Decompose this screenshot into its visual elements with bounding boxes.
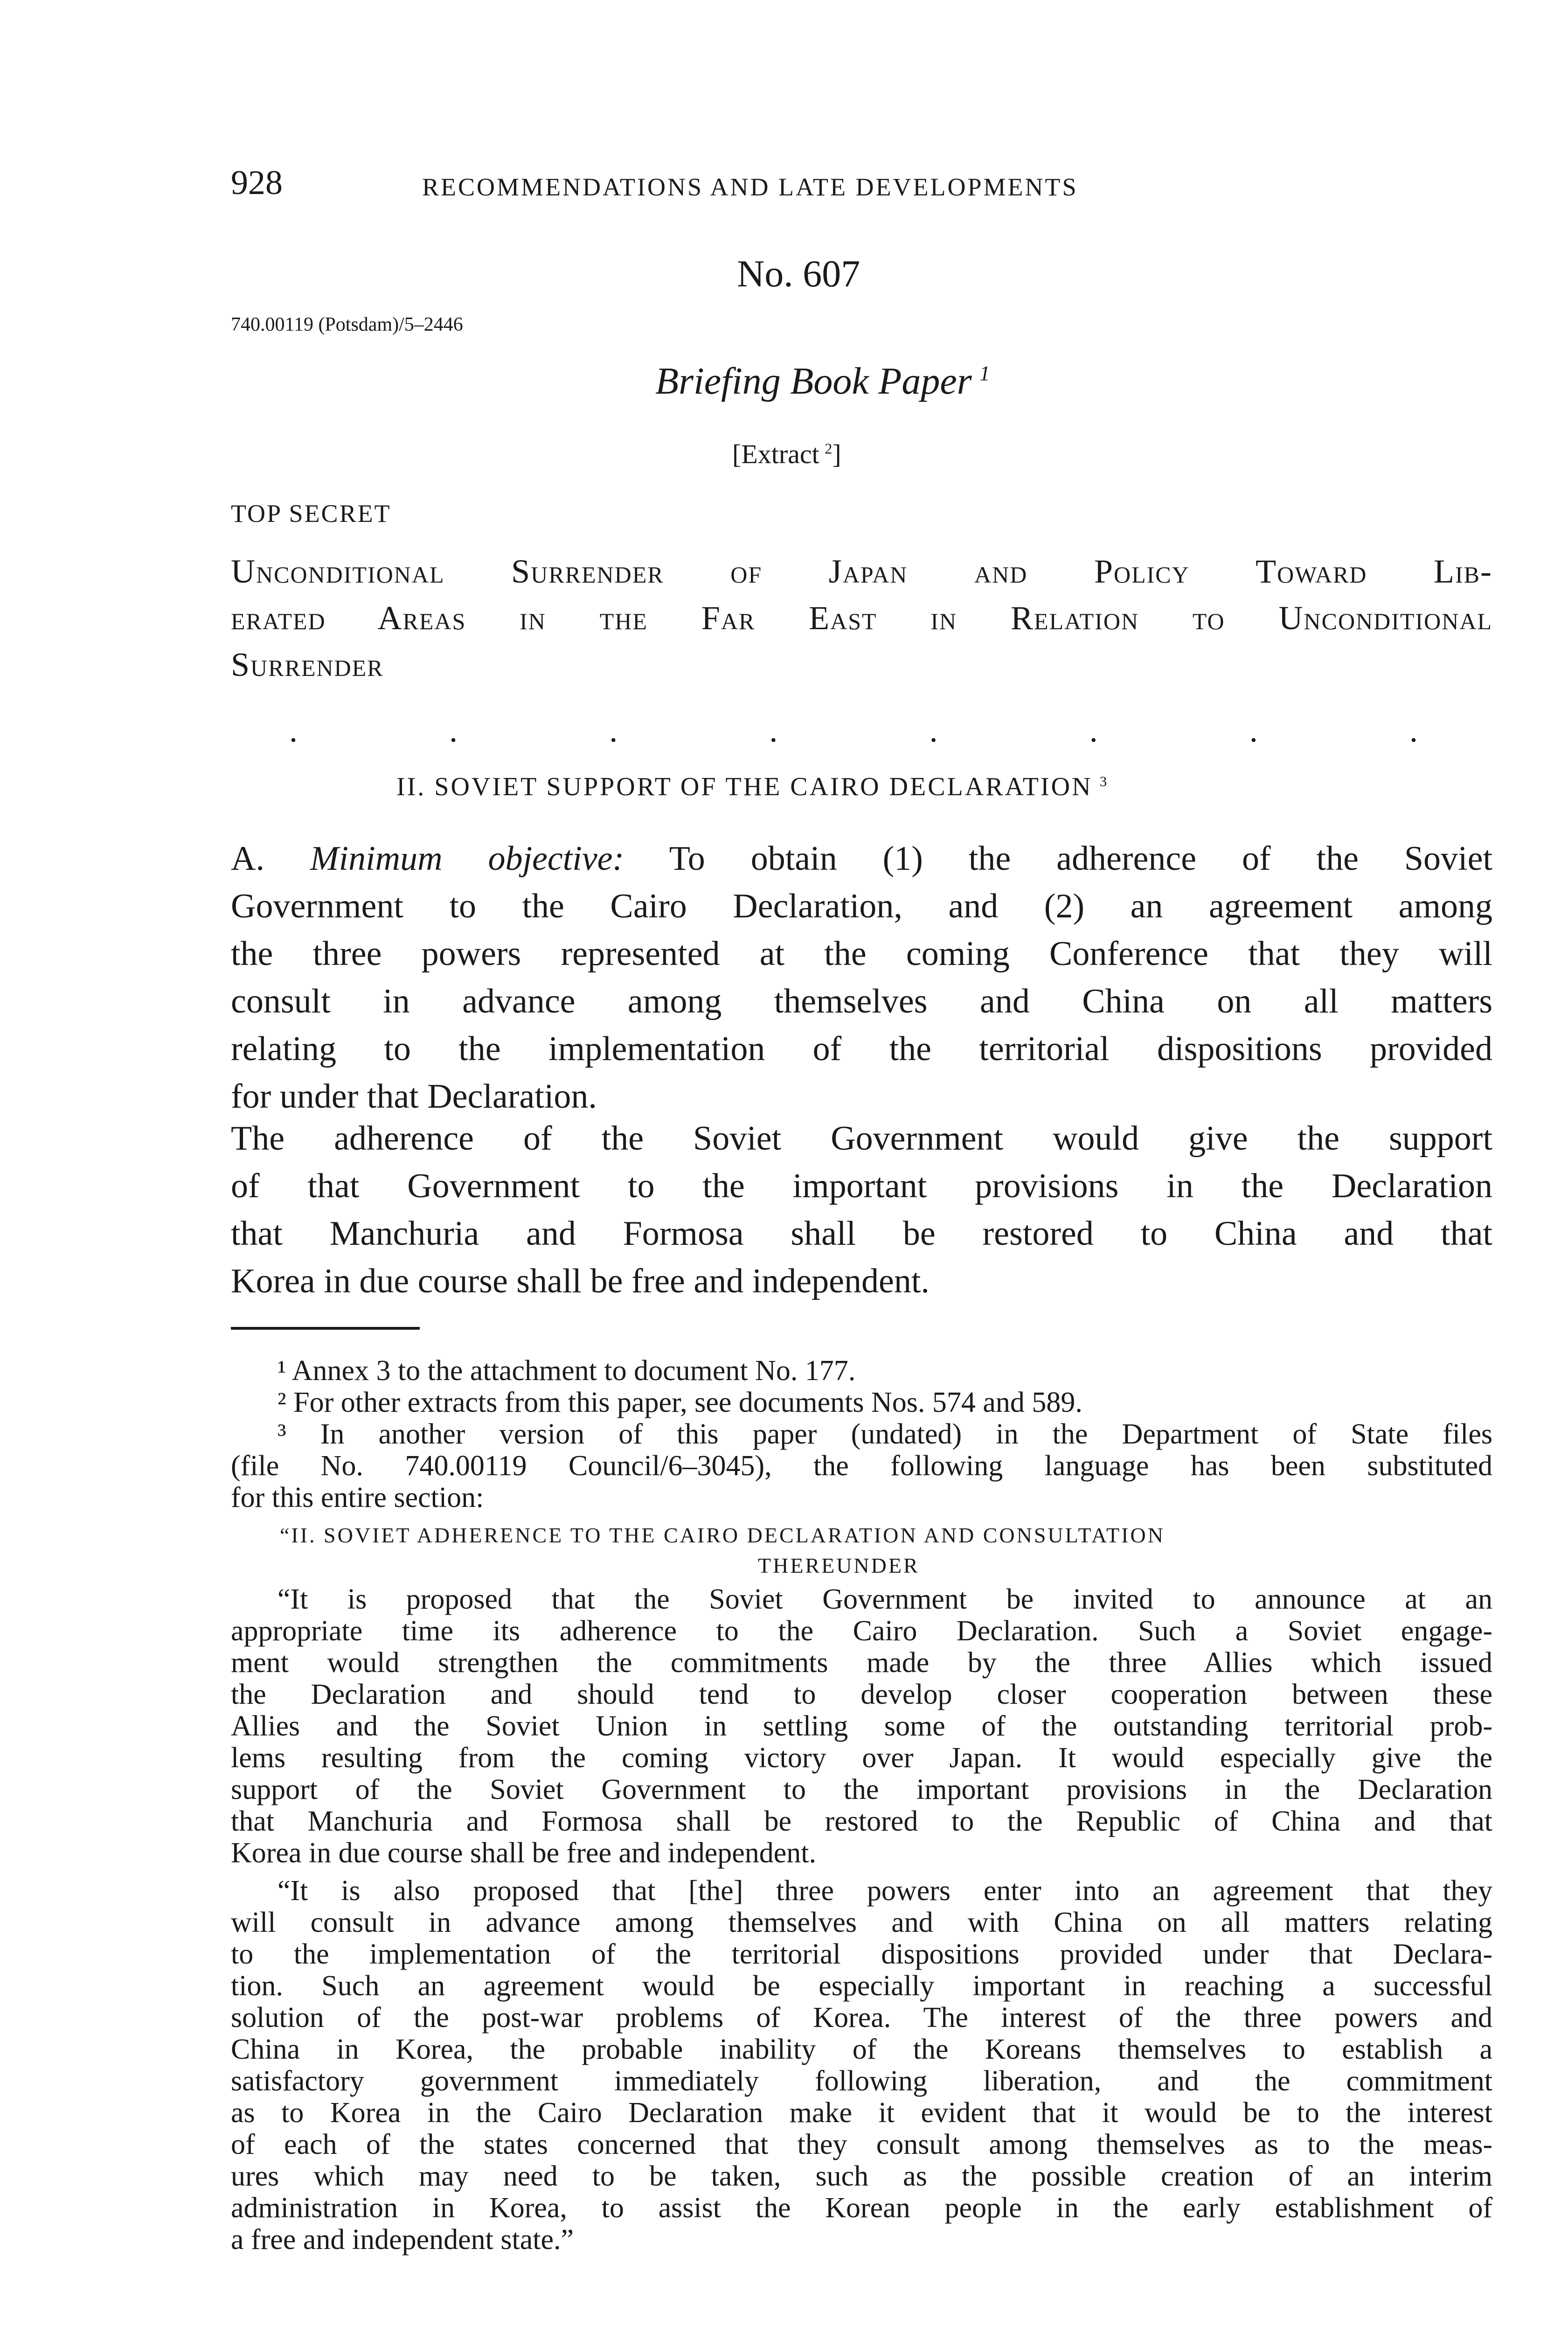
page-number: 928 [231, 164, 283, 202]
document-number: No. 607 [737, 252, 860, 295]
ellipsis-dot: . [1089, 712, 1098, 749]
paragraph-minimum-objective [231, 835, 1492, 1120]
heading-line: Surrender [231, 646, 384, 683]
quoted-section-heading: “II. SOVIET ADHERENCE TO THE CAIRO DECLARATION AND CONSULTATION [280, 1523, 1165, 1547]
quote-line: “It is proposed that the Soviet Government be invited to announce at an [278, 1583, 1492, 1615]
file-reference: 740.00119 (Potsdam)/5–2446 [231, 314, 463, 335]
footnote-divider [231, 1327, 420, 1330]
quote-line: lems resulting from the coming victory over Japan. It would especially give the [231, 1742, 1492, 1774]
footnote-3-line: for this entire section: [231, 1482, 484, 1513]
section-heading [396, 772, 1109, 802]
body-line: for under that Declaration. [231, 1077, 597, 1116]
quote-line: as to Korea in the Cairo Declaration make it evident that it would be to the interest [231, 2097, 1492, 2129]
body-line: consult in advance among themselves and China on all matters [231, 982, 1492, 1020]
heading-line: erated Areas in the Far East in Relation to Unconditional [231, 599, 1492, 637]
body-line: the three powers represented at the coming Conference that they will [231, 935, 1492, 973]
body-line: relating to the implementation of the territorial dispositions provided [231, 1030, 1492, 1068]
heading-line: Unconditional Surrender of Japan and Policy Toward Lib- [231, 553, 1492, 590]
quote-line: that Manchuria and Formosa shall be restored to the Republic of China and that [231, 1805, 1492, 1837]
extract-label [732, 438, 841, 470]
ellipsis-dot: . [769, 712, 778, 749]
classification-marking: TOP SECRET [231, 500, 391, 527]
paragraph-italic-lead: Minimum objective: [310, 840, 624, 878]
quote-line: administration in Korea, to assist the Korean people in the early establishment of [231, 2192, 1492, 2224]
body-line: The adherence of the Soviet Government would give the support [231, 1119, 1492, 1158]
quote-line: will consult in advance among themselves and with China on all matters relating [231, 1907, 1492, 1938]
quoted-paragraph-2 [231, 1875, 1492, 2256]
body-line [231, 835, 1492, 882]
body-line: of that Government to the important provisions in the Declaration [231, 1167, 1492, 1205]
main-heading [231, 548, 1492, 688]
document-title [655, 359, 990, 403]
quote-line: Allies and the Soviet Union in settling some of the outstanding territorial prob- [231, 1710, 1492, 1742]
ellipsis-dot: . [609, 712, 618, 749]
running-head: RECOMMENDATIONS AND LATE DEVELOPMENTS [422, 173, 1078, 201]
quote-line: the Declaration and should tend to develop closer cooperation between these [231, 1679, 1492, 1710]
footnote-1: ¹ Annex 3 to the attachment to document No. 177. [278, 1355, 856, 1387]
quote-line: to the implementation of the territorial dispositions provided under that Declara- [231, 1938, 1492, 1970]
footnote-ref-1: 1 [979, 361, 990, 385]
body-line-text: To obtain (1) the adherence of the Soviet [624, 840, 1493, 878]
quote-line: ment would strengthen the commitments made by the three Allies which issued [231, 1647, 1492, 1679]
quote-line: a free and independent state.” [231, 2224, 574, 2256]
footnote-ref-2: 2 [825, 440, 833, 457]
footnote-3-line: ³ In another version of this paper (undated) in the Department of State files [278, 1418, 1492, 1450]
body-line: Government to the Cairo Declaration, and (2) an agreement among [231, 887, 1492, 925]
body-line: Korea in due course shall be free and independent. [231, 1262, 930, 1300]
quoted-paragraph-1 [231, 1583, 1492, 1869]
ellipsis-dot: . [289, 712, 298, 749]
paragraph-soviet-adherence [231, 1115, 1492, 1305]
document-title-text: Briefing Book Paper [655, 360, 972, 402]
paragraph-label: A. [231, 840, 264, 878]
omission-ellipsis [289, 711, 1418, 750]
quote-line: China in Korea, the probable inability of the Koreans themselves to establish a [231, 2034, 1492, 2065]
footnotes [231, 1355, 1492, 1513]
quote-line: ures which may need to be taken, such as the possible creation of an interim [231, 2160, 1492, 2192]
extract-close: ] [832, 439, 841, 469]
quote-line: of each of the states concerned that they consult among themselves as to the meas- [231, 2129, 1492, 2160]
quoted-section-heading-continued: THEREUNDER [758, 1554, 920, 1577]
footnote-2: ² For other extracts from this paper, see documents Nos. 574 and 589. [278, 1387, 1082, 1418]
ellipsis-dot: . [449, 712, 458, 749]
quote-line: Korea in due course shall be free and independent. [231, 1837, 816, 1869]
quote-line: tion. Such an agreement would be especially important in reaching a successful [231, 1970, 1492, 2002]
body-line: that Manchuria and Formosa shall be restored to China and that [231, 1215, 1492, 1253]
quote-line: solution of the post-war problems of Korea. The interest of the three powers and [231, 2002, 1492, 2034]
extract-text: [Extract [732, 439, 819, 469]
ellipsis-dot: . [1409, 712, 1418, 749]
quote-line: support of the Soviet Government to the important provisions in the Declaration [231, 1774, 1492, 1805]
ellipsis-dot: . [1249, 712, 1258, 749]
quote-line: appropriate time its adherence to the Cairo Declaration. Such a Soviet engage- [231, 1615, 1492, 1647]
section-heading-text: II. SOVIET SUPPORT OF THE CAIRO DECLARATION [396, 772, 1093, 801]
ellipsis-dot: . [929, 712, 938, 749]
footnote-3-line: (file No. 740.00119 Council/6–3045), the following language has been substituted [231, 1450, 1492, 1482]
footnote-ref-3: 3 [1099, 773, 1109, 790]
quote-line: “It is also proposed that [the] three powers enter into an agreement that they [278, 1875, 1492, 1907]
quote-line: satisfactory government immediately following liberation, and the commitment [231, 2065, 1492, 2097]
